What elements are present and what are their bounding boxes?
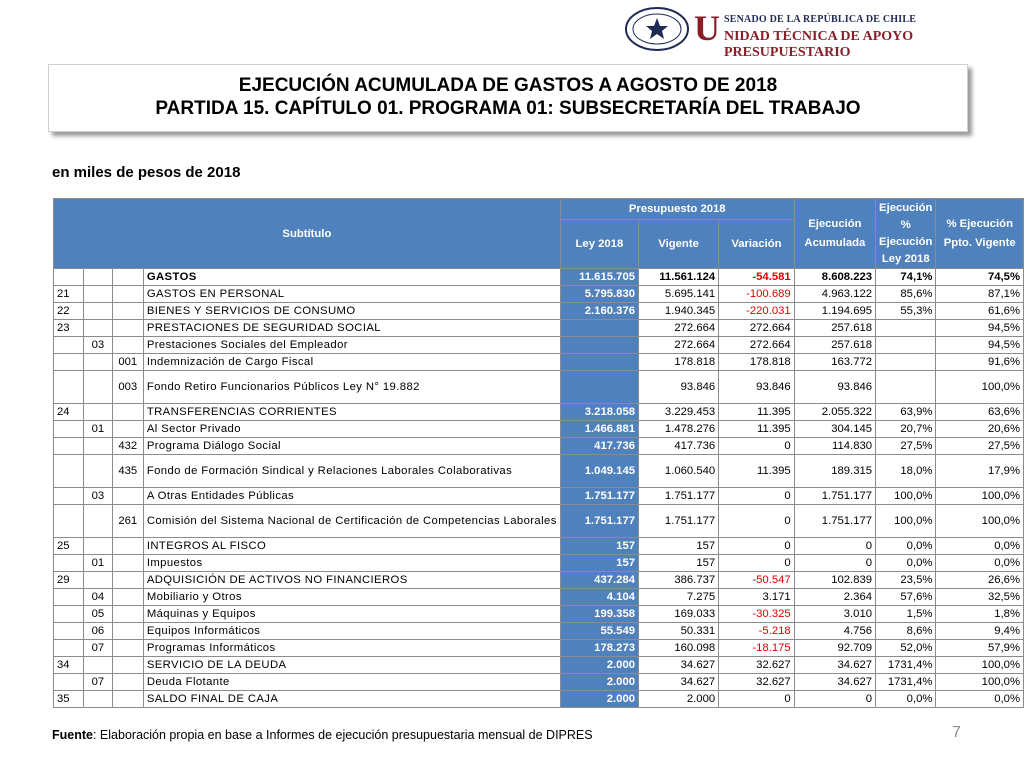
budget-table xyxy=(53,198,1024,708)
cell-ley xyxy=(560,320,638,337)
cell-pct-vigente: 0,0% xyxy=(936,538,1024,555)
cell-c3: 435 xyxy=(112,455,143,488)
cell-pct-vigente: 9,4% xyxy=(936,623,1024,640)
cell-variacion: -54.581 xyxy=(719,269,795,286)
table-row xyxy=(54,505,1024,538)
cell-ley: 1.466.881 xyxy=(560,421,638,438)
cell-c3 xyxy=(112,269,143,286)
cell-vigente: 2.000 xyxy=(639,691,719,708)
cell-c3 xyxy=(112,320,143,337)
cell-vigente: 3.229.453 xyxy=(639,404,719,421)
cell-vigente: 1.478.276 xyxy=(639,421,719,438)
cell-pct-ley xyxy=(876,337,936,354)
cell-pct-ley: 52,0% xyxy=(876,640,936,657)
cell-c1 xyxy=(54,354,84,371)
cell-variacion: 11.395 xyxy=(719,404,795,421)
title-line1: EJECUCIÓN ACUMULADA DE GASTOS A AGOSTO DE 2018 xyxy=(238,75,778,96)
cell-c1 xyxy=(54,505,84,538)
cell-vigente: 1.751.177 xyxy=(639,505,719,538)
cell-c3 xyxy=(112,657,143,674)
cell-vigente: 1.751.177 xyxy=(639,488,719,505)
table-row xyxy=(54,691,1024,708)
cell-variacion: 0 xyxy=(719,488,795,505)
cell-c2: 03 xyxy=(84,488,113,505)
cell-pct-ley xyxy=(876,354,936,371)
cell-c3 xyxy=(112,606,143,623)
cell-pct-ley: 20,7% xyxy=(876,421,936,438)
cell-vigente: 7.275 xyxy=(639,589,719,606)
table-row xyxy=(54,438,1024,455)
cell-pct-vigente: 100,0% xyxy=(936,488,1024,505)
cell-c2 xyxy=(84,404,113,421)
cell-vigente: 169.033 xyxy=(639,606,719,623)
cell-ejecucion: 304.145 xyxy=(794,421,875,438)
cell-ley xyxy=(560,354,638,371)
table-row xyxy=(54,337,1024,354)
cell-vigente: 386.737 xyxy=(639,572,719,589)
cell-pct-ley: 27,5% xyxy=(876,438,936,455)
cell-c2: 03 xyxy=(84,337,113,354)
cell-c2 xyxy=(84,691,113,708)
cell-pct-ley: 0,0% xyxy=(876,691,936,708)
header-ley: Ley 2018 xyxy=(560,220,638,269)
cell-vigente: 34.627 xyxy=(639,674,719,691)
cell-c2: 01 xyxy=(84,421,113,438)
cell-ley: 11.615.705 xyxy=(560,269,638,286)
cell-variacion: 11.395 xyxy=(719,455,795,488)
cell-c2 xyxy=(84,371,113,404)
cell-pct-ley: 57,6% xyxy=(876,589,936,606)
cell-pct-ley xyxy=(876,371,936,404)
cell-ley: 157 xyxy=(560,555,638,572)
cell-pct-ley: 55,3% xyxy=(876,303,936,320)
cell-desc: ADQUISICIÓN DE ACTIVOS NO FINANCIEROS xyxy=(143,572,560,589)
cell-pct-vigente: 91,6% xyxy=(936,354,1024,371)
cell-c3: 432 xyxy=(112,438,143,455)
cell-ley: 1.049.145 xyxy=(560,455,638,488)
cell-c3 xyxy=(112,555,143,572)
cell-c1 xyxy=(54,555,84,572)
brand-letter: U xyxy=(694,8,720,48)
cell-ley: 157 xyxy=(560,538,638,555)
source-text: : Elaboración propia en base a Informes de ejecución presupuestaria mensual de DIPRES xyxy=(92,728,593,742)
cell-variacion: -18.175 xyxy=(719,640,795,657)
cell-pct-ley: 0,0% xyxy=(876,555,936,572)
cell-pct-ley: 74,1% xyxy=(876,269,936,286)
cell-pct-ley: 85,6% xyxy=(876,286,936,303)
cell-pct-vigente: 20,6% xyxy=(936,421,1024,438)
table-row xyxy=(54,303,1024,320)
cell-pct-ley: 100,0% xyxy=(876,505,936,538)
cell-c1 xyxy=(54,589,84,606)
cell-desc: INTEGROS AL FISCO xyxy=(143,538,560,555)
cell-c2: 07 xyxy=(84,674,113,691)
cell-c3 xyxy=(112,286,143,303)
cell-vigente: 160.098 xyxy=(639,640,719,657)
cell-ejecucion: 34.627 xyxy=(794,657,875,674)
cell-c1: 21 xyxy=(54,286,84,303)
cell-desc: Impuestos xyxy=(143,555,560,572)
cell-c2 xyxy=(84,303,113,320)
cell-pct-ley: 18,0% xyxy=(876,455,936,488)
cell-vigente: 157 xyxy=(639,555,719,572)
cell-c1 xyxy=(54,606,84,623)
cell-pct-vigente: 61,6% xyxy=(936,303,1024,320)
cell-c3 xyxy=(112,572,143,589)
cell-variacion: -220.031 xyxy=(719,303,795,320)
cell-desc: TRANSFERENCIAS CORRIENTES xyxy=(143,404,560,421)
table-row xyxy=(54,589,1024,606)
table-row xyxy=(54,488,1024,505)
cell-variacion: 93.846 xyxy=(719,371,795,404)
cell-ejecucion: 257.618 xyxy=(794,320,875,337)
cell-c1: 22 xyxy=(54,303,84,320)
cell-variacion: -100.689 xyxy=(719,286,795,303)
cell-variacion: -5.218 xyxy=(719,623,795,640)
cell-c3 xyxy=(112,538,143,555)
table-row xyxy=(54,640,1024,657)
cell-variacion: 0 xyxy=(719,438,795,455)
table-row xyxy=(54,320,1024,337)
cell-pct-vigente: 0,0% xyxy=(936,691,1024,708)
cell-ejecucion: 1.751.177 xyxy=(794,488,875,505)
cell-variacion: 0 xyxy=(719,538,795,555)
cell-c2: 07 xyxy=(84,640,113,657)
cell-pct-vigente: 32,5% xyxy=(936,589,1024,606)
header-ejecucion: Ejecución Acumulada xyxy=(794,199,875,269)
cell-pct-vigente: 63,6% xyxy=(936,404,1024,421)
cell-c2 xyxy=(84,657,113,674)
cell-ley: 4.104 xyxy=(560,589,638,606)
cell-variacion: 0 xyxy=(719,505,795,538)
cell-c3 xyxy=(112,691,143,708)
cell-desc: Máquinas y Equipos xyxy=(143,606,560,623)
cell-desc: Mobiliario y Otros xyxy=(143,589,560,606)
cell-c1: 23 xyxy=(54,320,84,337)
cell-variacion: 272.664 xyxy=(719,337,795,354)
cell-ejecucion: 257.618 xyxy=(794,337,875,354)
cell-desc: Prestaciones Sociales del Empleador xyxy=(143,337,560,354)
cell-c3 xyxy=(112,303,143,320)
cell-ejecucion: 2.055.322 xyxy=(794,404,875,421)
cell-ejecucion: 1.751.177 xyxy=(794,505,875,538)
cell-desc: Fondo Retiro Funcionarios Públicos Ley N° 19.882 xyxy=(143,371,560,404)
cell-ejecucion: 4.756 xyxy=(794,623,875,640)
cell-vigente: 1.940.345 xyxy=(639,303,719,320)
cell-c3 xyxy=(112,640,143,657)
table-row xyxy=(54,623,1024,640)
cell-ley: 178.273 xyxy=(560,640,638,657)
source-note xyxy=(52,728,593,742)
cell-c3 xyxy=(112,488,143,505)
cell-c1 xyxy=(54,674,84,691)
cell-c1 xyxy=(54,269,84,286)
cell-c1 xyxy=(54,640,84,657)
cell-variacion: 272.664 xyxy=(719,320,795,337)
cell-desc: Programas Informáticos xyxy=(143,640,560,657)
cell-pct-ley: 63,9% xyxy=(876,404,936,421)
cell-ley: 199.358 xyxy=(560,606,638,623)
table-row xyxy=(54,354,1024,371)
cell-pct-vigente: 17,9% xyxy=(936,455,1024,488)
cell-c2: 04 xyxy=(84,589,113,606)
cell-c1 xyxy=(54,623,84,640)
cell-c1 xyxy=(54,337,84,354)
cell-vigente: 5.695.141 xyxy=(639,286,719,303)
cell-variacion: -30.325 xyxy=(719,606,795,623)
cell-c2: 05 xyxy=(84,606,113,623)
cell-vigente: 34.627 xyxy=(639,657,719,674)
cell-pct-vigente: 94,5% xyxy=(936,320,1024,337)
cell-vigente: 417.736 xyxy=(639,438,719,455)
title-line2: PARTIDA 15. CAPÍTULO 01. PROGRAMA 01: SUBSECRETARÍA DEL TRABAJO xyxy=(155,98,861,119)
table-row xyxy=(54,371,1024,404)
cell-c2 xyxy=(84,269,113,286)
cell-desc: GASTOS EN PERSONAL xyxy=(143,286,560,303)
cell-pct-ley: 8,6% xyxy=(876,623,936,640)
cell-ejecucion: 4.963.122 xyxy=(794,286,875,303)
table-body xyxy=(54,269,1024,708)
cell-c2: 06 xyxy=(84,623,113,640)
cell-variacion: 0 xyxy=(719,691,795,708)
cell-ley: 2.000 xyxy=(560,674,638,691)
cell-c3: 261 xyxy=(112,505,143,538)
cell-ejecucion: 0 xyxy=(794,555,875,572)
cell-vigente: 1.060.540 xyxy=(639,455,719,488)
table-row xyxy=(54,657,1024,674)
cell-pct-vigente: 1,8% xyxy=(936,606,1024,623)
cell-pct-vigente: 27,5% xyxy=(936,438,1024,455)
cell-ley: 5.795.830 xyxy=(560,286,638,303)
cell-ejecucion: 92.709 xyxy=(794,640,875,657)
cell-variacion: 32.627 xyxy=(719,674,795,691)
cell-desc: SERVICIO DE LA DEUDA xyxy=(143,657,560,674)
cell-c1 xyxy=(54,438,84,455)
title-box xyxy=(48,64,968,132)
cell-pct-vigente: 57,9% xyxy=(936,640,1024,657)
cell-c3 xyxy=(112,589,143,606)
cell-c1 xyxy=(54,488,84,505)
units-label: en miles de pesos de 2018 xyxy=(52,164,241,181)
cell-c2 xyxy=(84,286,113,303)
cell-vigente: 157 xyxy=(639,538,719,555)
cell-c1 xyxy=(54,371,84,404)
cell-variacion: 11.395 xyxy=(719,421,795,438)
cell-ejecucion: 189.315 xyxy=(794,455,875,488)
table-row xyxy=(54,455,1024,488)
cell-ley: 417.736 xyxy=(560,438,638,455)
cell-desc: Al Sector Privado xyxy=(143,421,560,438)
cell-ley: 55.549 xyxy=(560,623,638,640)
cell-vigente: 272.664 xyxy=(639,337,719,354)
cell-pct-vigente: 100,0% xyxy=(936,505,1024,538)
page-number: 7 xyxy=(952,724,961,741)
source-label: Fuente xyxy=(52,728,93,742)
table-row xyxy=(54,538,1024,555)
cell-variacion: 178.818 xyxy=(719,354,795,371)
cell-pct-vigente: 100,0% xyxy=(936,371,1024,404)
cell-pct-vigente: 87,1% xyxy=(936,286,1024,303)
cell-c2 xyxy=(84,505,113,538)
cell-vigente: 272.664 xyxy=(639,320,719,337)
cell-c2 xyxy=(84,354,113,371)
header-variacion: Variación xyxy=(719,220,795,269)
cell-ley: 1.751.177 xyxy=(560,505,638,538)
cell-ley xyxy=(560,371,638,404)
cell-ley: 2.000 xyxy=(560,657,638,674)
cell-pct-ley: 100,0% xyxy=(876,488,936,505)
cell-pct-vigente: 94,5% xyxy=(936,337,1024,354)
cell-variacion: 3.171 xyxy=(719,589,795,606)
cell-ejecucion: 8.608.223 xyxy=(794,269,875,286)
cell-c3 xyxy=(112,674,143,691)
table-row xyxy=(54,269,1024,286)
cell-ley: 2.000 xyxy=(560,691,638,708)
cell-pct-vigente: 0,0% xyxy=(936,555,1024,572)
cell-ley: 1.751.177 xyxy=(560,488,638,505)
cell-ejecucion: 102.839 xyxy=(794,572,875,589)
cell-c2 xyxy=(84,455,113,488)
table-row xyxy=(54,404,1024,421)
cell-pct-vigente: 100,0% xyxy=(936,674,1024,691)
cell-c3 xyxy=(112,421,143,438)
cell-c1: 24 xyxy=(54,404,84,421)
table-row xyxy=(54,421,1024,438)
cell-ejecucion: 1.194.695 xyxy=(794,303,875,320)
cell-c3: 001 xyxy=(112,354,143,371)
brand-line1: SENADO DE LA REPÚBLICA DE CHILE xyxy=(724,14,917,25)
cell-vigente: 93.846 xyxy=(639,371,719,404)
header-presupuesto: Presupuesto 2018 xyxy=(560,199,794,220)
cell-desc: BIENES Y SERVICIOS DE CONSUMO xyxy=(143,303,560,320)
header-pct-ley: Ejecución % Ejecución Ley 2018 xyxy=(876,199,936,269)
cell-ejecucion: 3.010 xyxy=(794,606,875,623)
cell-ejecucion: 2.364 xyxy=(794,589,875,606)
cell-c2 xyxy=(84,438,113,455)
cell-c1: 25 xyxy=(54,538,84,555)
cell-c3 xyxy=(112,404,143,421)
cell-pct-ley xyxy=(876,320,936,337)
table-row xyxy=(54,606,1024,623)
cell-c2: 01 xyxy=(84,555,113,572)
cell-ejecucion: 93.846 xyxy=(794,371,875,404)
table-row xyxy=(54,286,1024,303)
cell-ejecucion: 0 xyxy=(794,691,875,708)
cell-vigente: 11.561.124 xyxy=(639,269,719,286)
cell-desc: Comisión del Sistema Nacional de Certificación de Competencias Laborales xyxy=(143,505,560,538)
cell-c1: 29 xyxy=(54,572,84,589)
cell-c2 xyxy=(84,538,113,555)
cell-ley: 437.284 xyxy=(560,572,638,589)
cell-c1: 35 xyxy=(54,691,84,708)
cell-c3 xyxy=(112,623,143,640)
cell-vigente: 50.331 xyxy=(639,623,719,640)
cell-c3 xyxy=(112,337,143,354)
cell-pct-vigente: 74,5% xyxy=(936,269,1024,286)
cell-ley: 2.160.376 xyxy=(560,303,638,320)
cell-c1 xyxy=(54,421,84,438)
cell-variacion: 32.627 xyxy=(719,657,795,674)
cell-ejecucion: 163.772 xyxy=(794,354,875,371)
cell-pct-ley: 23,5% xyxy=(876,572,936,589)
cell-pct-vigente: 26,6% xyxy=(936,572,1024,589)
table-row xyxy=(54,674,1024,691)
cell-ejecucion: 114.830 xyxy=(794,438,875,455)
cell-c3: 003 xyxy=(112,371,143,404)
cell-pct-ley: 1731,4% xyxy=(876,657,936,674)
header-subtitulo: Subtítulo xyxy=(54,199,561,269)
cell-vigente: 178.818 xyxy=(639,354,719,371)
table-row xyxy=(54,555,1024,572)
cell-pct-ley: 1,5% xyxy=(876,606,936,623)
cell-ley xyxy=(560,337,638,354)
cell-c2 xyxy=(84,572,113,589)
cell-ejecucion: 0 xyxy=(794,538,875,555)
cell-desc: PRESTACIONES DE SEGURIDAD SOCIAL xyxy=(143,320,560,337)
cell-pct-vigente: 100,0% xyxy=(936,657,1024,674)
cell-ejecucion: 34.627 xyxy=(794,674,875,691)
cell-variacion: 0 xyxy=(719,555,795,572)
cell-desc: A Otras Entidades Públicas xyxy=(143,488,560,505)
senate-seal-logo xyxy=(624,6,690,52)
cell-ley: 3.218.058 xyxy=(560,404,638,421)
header-vigente: Vigente xyxy=(639,220,719,269)
cell-desc: Equipos Informáticos xyxy=(143,623,560,640)
cell-desc: GASTOS xyxy=(143,269,560,286)
table-row xyxy=(54,572,1024,589)
cell-desc: SALDO FINAL DE CAJA xyxy=(143,691,560,708)
header-pct-vigente: % Ejecución Ppto. Vigente xyxy=(936,199,1024,269)
brand-line2: NIDAD TÉCNICA DE APOYO PRESUPUESTARIO xyxy=(724,29,914,60)
cell-c2 xyxy=(84,320,113,337)
cell-c1: 34 xyxy=(54,657,84,674)
cell-pct-ley: 1731,4% xyxy=(876,674,936,691)
cell-desc: Fondo de Formación Sindical y Relaciones Laborales Colaborativas xyxy=(143,455,560,488)
cell-variacion: -50.547 xyxy=(719,572,795,589)
cell-desc: Indemnización de Cargo Fiscal xyxy=(143,354,560,371)
cell-desc: Deuda Flotante xyxy=(143,674,560,691)
cell-pct-ley: 0,0% xyxy=(876,538,936,555)
cell-desc: Programa Diálogo Social xyxy=(143,438,560,455)
cell-c1 xyxy=(54,455,84,488)
